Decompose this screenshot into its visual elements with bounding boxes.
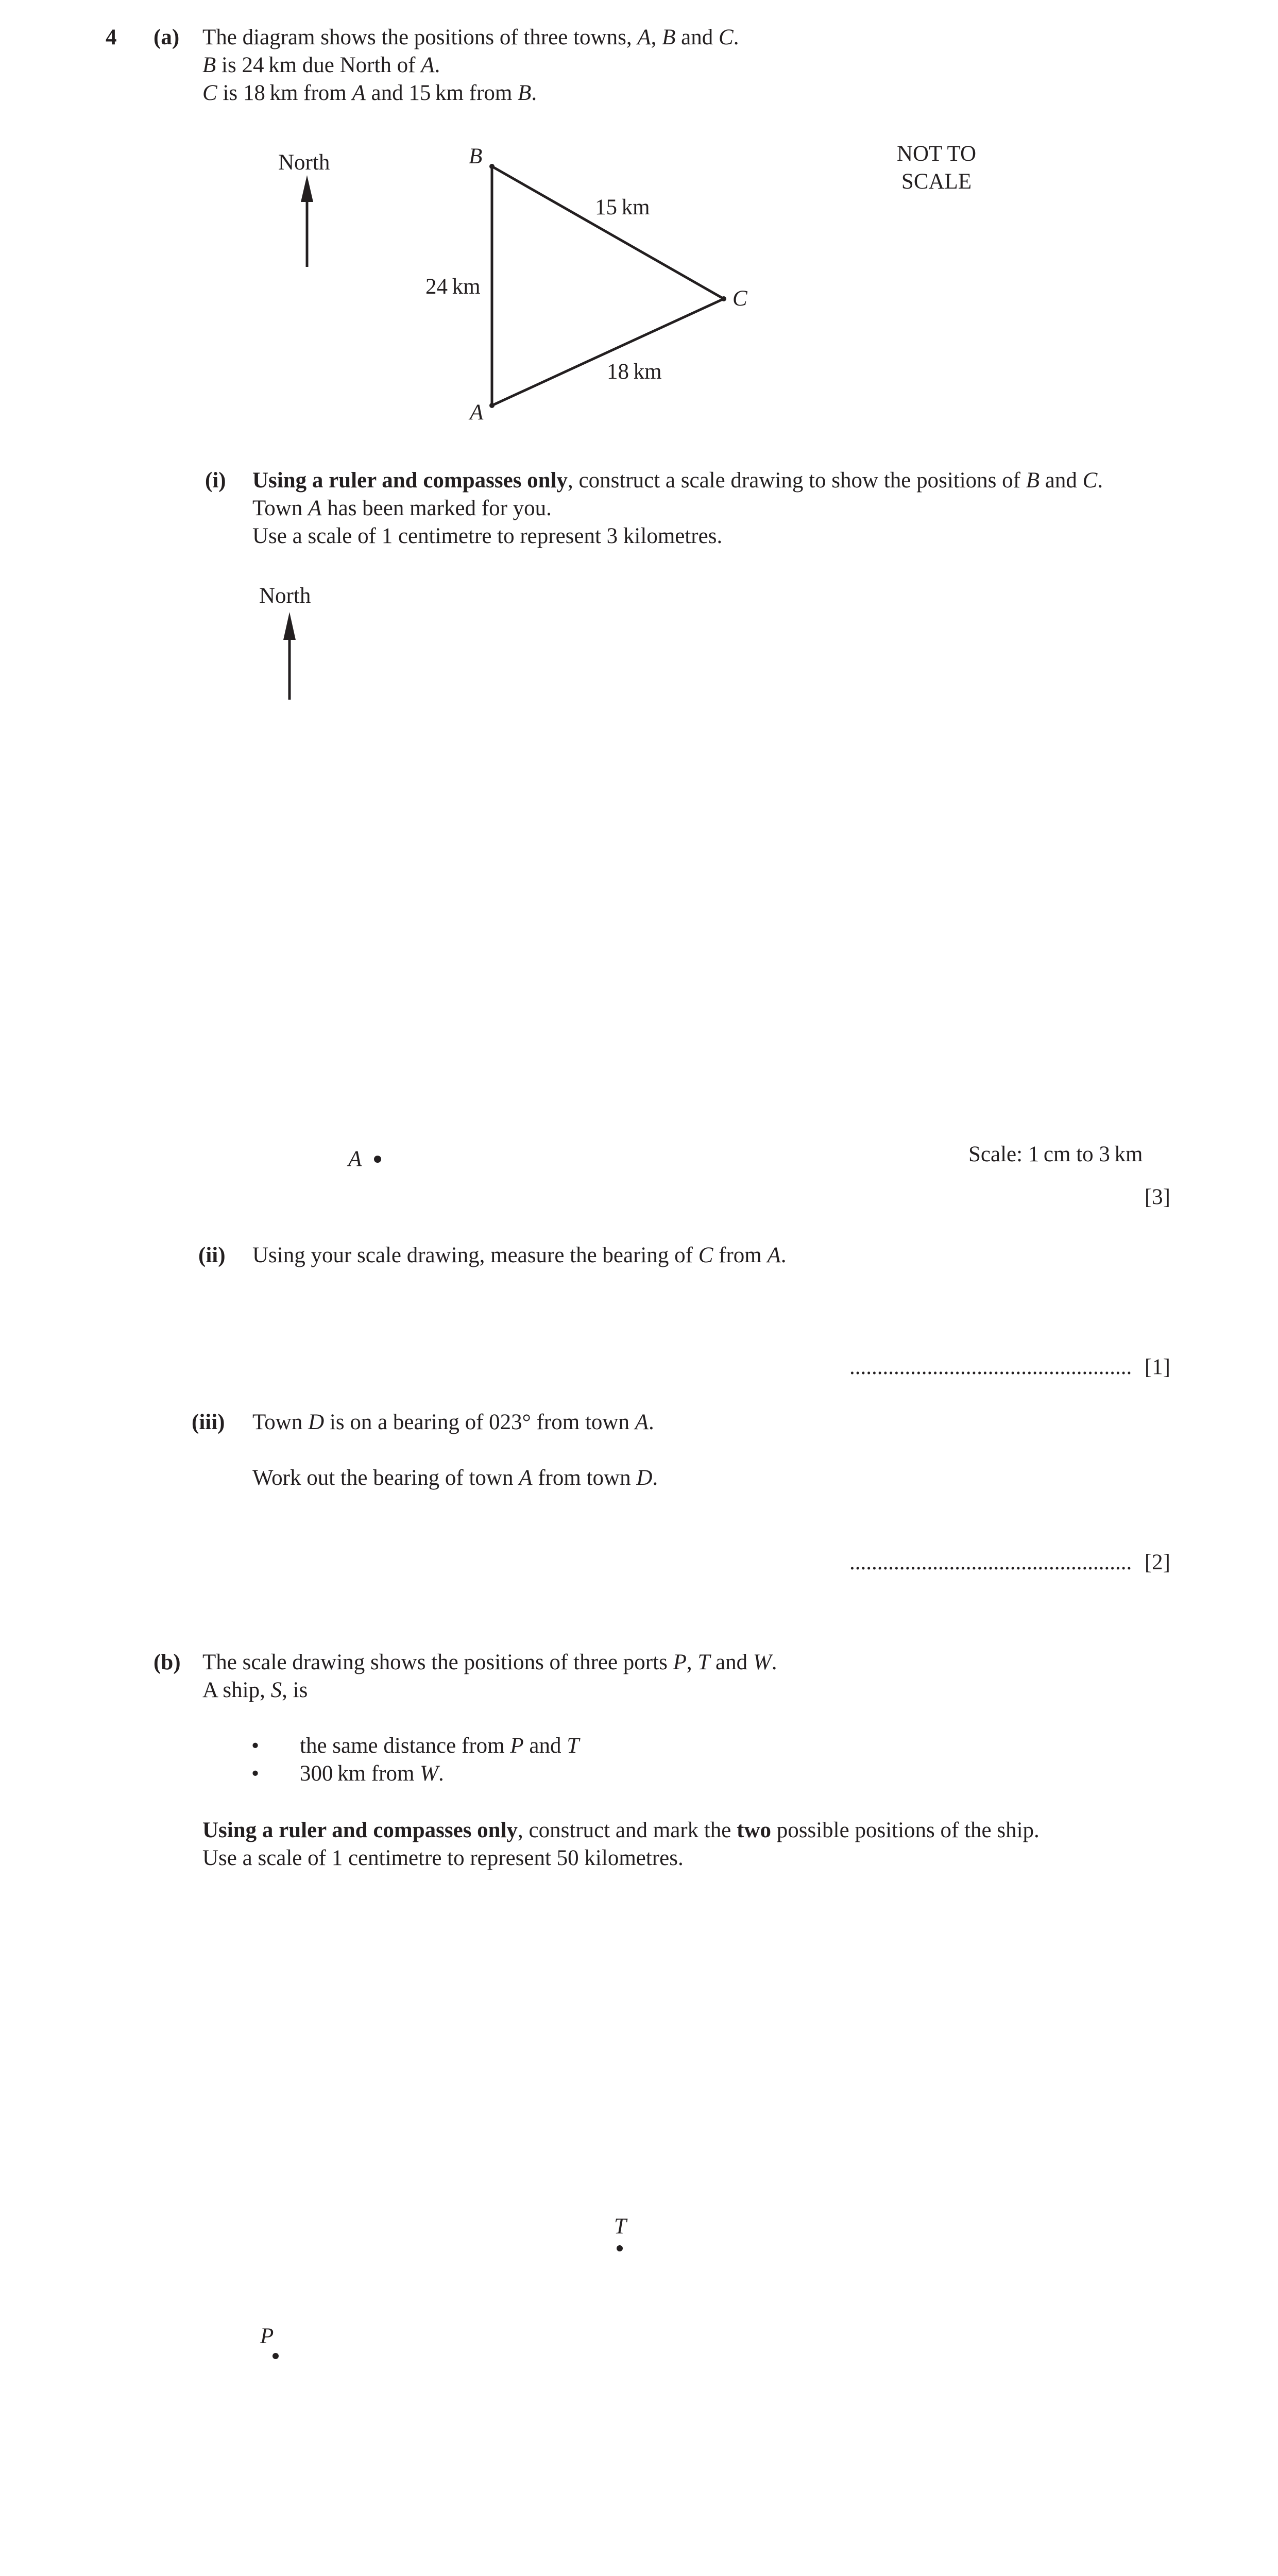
sub-ii-label: (ii) <box>198 1243 226 1267</box>
town-a-label: A <box>348 1147 362 1171</box>
marks-a-iii: [2] <box>1144 1550 1170 1574</box>
bullet-1-text: the same distance from P and T <box>300 1734 580 1758</box>
part-a-intro-line-3: C is 18 km from A and 15 km from B. <box>202 81 537 105</box>
sub-iii-line-1: Town D is on a bearing of 023° from town A. <box>252 1410 654 1434</box>
length-bc-label: 15 km <box>595 195 650 219</box>
part-a-label: (a) <box>154 25 180 49</box>
scale-label-1: Scale: 1 cm to 3 km <box>968 1142 1143 1166</box>
port-p-point <box>272 2353 279 2359</box>
answer-line-a-ii[interactable]: ................................................... <box>849 1355 1132 1379</box>
area-north-label: North <box>259 584 311 608</box>
bullet-2: • <box>251 1761 260 1786</box>
sub-i-line-1: Using a ruler and compasses only, construct a scale drawing to show the positions of B and C. <box>252 468 1103 493</box>
part-b-label: (b) <box>154 1650 181 1674</box>
length-ab-label: 24 km <box>425 275 481 299</box>
part-b-instruction: Using a ruler and compasses only, construct and mark the two possible positions of the ship. <box>202 1818 1040 1842</box>
part-a-intro-line-1: The diagram shows the positions of three towns, A, B and C. <box>202 25 739 49</box>
diagram-label-c: C <box>732 286 747 311</box>
marks-a-ii: [1] <box>1144 1355 1170 1379</box>
sub-i-line-2: Town A has been marked for you. <box>252 496 552 520</box>
port-t-point <box>617 2245 623 2251</box>
bullet-2-text: 300 km from W. <box>300 1761 444 1786</box>
part-b-scale-instruction: Use a scale of 1 centimetre to represent 50 kilometres. <box>202 1846 684 1870</box>
not-to-scale-line-2: SCALE <box>901 170 972 194</box>
sub-i-label: (i) <box>205 468 226 493</box>
marks-a-i: [3] <box>1144 1185 1170 1209</box>
not-to-scale-line-1: NOT TO <box>896 142 977 166</box>
sub-ii-text: Using your scale drawing, measure the bearing of C from A. <box>252 1243 787 1267</box>
part-a-intro-line-2: B is 24 km due North of A. <box>202 53 440 77</box>
port-t-label: T <box>614 2214 626 2239</box>
diagram-label-a: A <box>470 400 484 425</box>
question-number: 4 <box>106 25 117 49</box>
part-b-line-2: A ship, S, is <box>202 1678 308 1702</box>
answer-line-a-iii[interactable]: ................................................... <box>849 1550 1132 1574</box>
diagram-label-b: B <box>469 144 483 168</box>
sub-iii-label: (iii) <box>192 1410 225 1434</box>
sub-i-line-3: Use a scale of 1 centimetre to represent 3 kilometres. <box>252 524 723 548</box>
part-b-line-1: The scale drawing shows the positions of three ports P, T and W. <box>202 1650 777 1674</box>
length-ac-label: 18 km <box>607 360 662 384</box>
bullet-1: • <box>251 1734 260 1758</box>
sub-iii-line-2: Work out the bearing of town A from town D. <box>252 1466 658 1490</box>
port-p-label: P <box>260 2324 274 2348</box>
diagram-north-label: North <box>278 150 330 175</box>
